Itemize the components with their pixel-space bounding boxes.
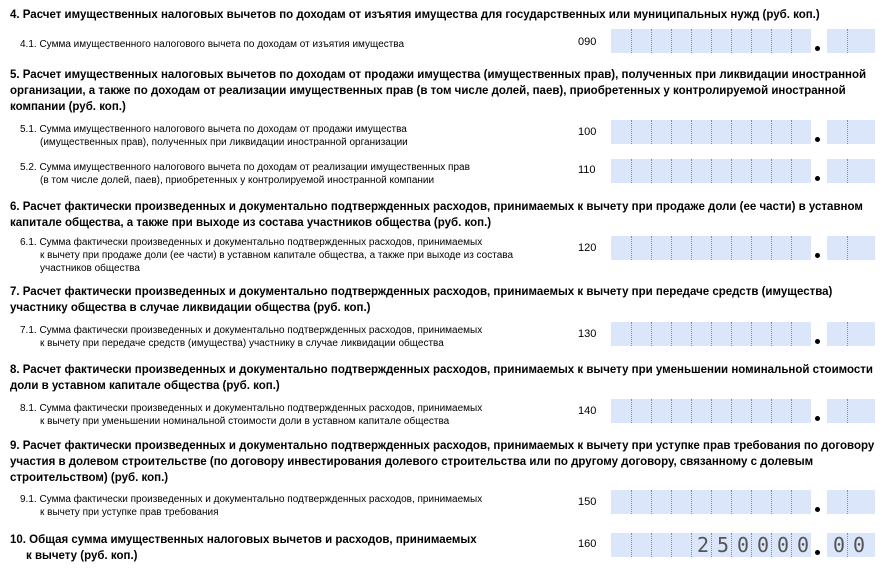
line-150-label-cont: к вычету при уступке прав требования (40, 507, 219, 518)
digit-cell (793, 29, 813, 53)
digit-cell (753, 236, 773, 260)
line-110-label-text: 5.2. Сумма имущественного налогового вычета по доходам от реализации имущественных прав (20, 162, 470, 173)
line-100-label-text: 5.1. Сумма имущественного налогового вычета по доходам от продажи имущества (20, 124, 407, 135)
line-130-kopecks-input[interactable] (827, 322, 875, 346)
line-130-rubles-input[interactable] (611, 322, 811, 346)
digit-cell (773, 322, 793, 346)
line-160-amount-field[interactable] (611, 533, 875, 557)
digit-cell: 2 (696, 533, 710, 557)
line-090-label (20, 38, 560, 51)
digit-cell (733, 236, 753, 260)
line-140-label-cont: к вычету при уменьшении номинальной стоимости доли в уставном капитале общества (40, 416, 450, 427)
line-150-label (20, 493, 560, 519)
digit-cell (653, 322, 673, 346)
line-110-rubles-input[interactable] (611, 159, 811, 183)
digit-cell (673, 29, 693, 53)
total-label-cont: к вычету (руб. коп.) (26, 550, 138, 562)
digit-cell (793, 322, 813, 346)
digit-cell (753, 490, 773, 514)
digit-cell (673, 159, 693, 183)
line-140-rubles-input[interactable] (611, 399, 811, 423)
digit-cell (693, 399, 713, 423)
line-120-label-text: 6.1. Сумма фактически произведенных и документально подтвержденных расходов, принимаемых (20, 237, 483, 248)
digit-cell (753, 322, 773, 346)
digit-cell (733, 159, 753, 183)
digit-cell (613, 159, 633, 183)
decimal-separator-dot (815, 550, 820, 555)
digit-cell (673, 120, 693, 144)
digit-cell (713, 120, 733, 144)
digit-cell (773, 236, 793, 260)
digit-cell (613, 29, 633, 53)
digit-cell (849, 29, 869, 53)
line-090-kopecks-input[interactable] (827, 29, 875, 53)
digit-cell (793, 399, 813, 423)
digit-cell (829, 322, 849, 346)
line-160-code: 160 (578, 538, 597, 550)
digit-cell (849, 399, 869, 423)
digit-cell: 0 (796, 533, 810, 557)
line-140-label-text: 8.1. Сумма фактически произведенных и документально подтвержденных расходов, принимаемых (20, 403, 483, 414)
digit-cell (733, 322, 753, 346)
line-090-code: 090 (578, 36, 597, 48)
digit-cell (733, 490, 753, 514)
digit-cell (613, 322, 633, 346)
decimal-separator-dot (815, 339, 820, 344)
total-label (10, 532, 530, 564)
digit-cell (713, 29, 733, 53)
digit-cell (613, 533, 633, 557)
digit-cell (713, 236, 733, 260)
digit-cell: 0 (776, 533, 790, 557)
digit-cell (773, 159, 793, 183)
digit-cell (773, 120, 793, 144)
digit-cell (849, 120, 869, 144)
digit-cell (829, 399, 849, 423)
line-100-rubles-input[interactable] (611, 120, 811, 144)
digit-cell (633, 159, 653, 183)
section-4-title: 4. Расчет имущественных налоговых вычетов по доходам от изъятия имущества для государственных или муниципальных нужд (руб. коп.) (10, 9, 820, 21)
decimal-separator-dot (815, 416, 820, 421)
digit-cell (633, 322, 653, 346)
digit-cell (673, 399, 693, 423)
section-6-title: 6. Расчет фактически произведенных и документально подтвержденных расходов, принимаемых к вычету при продаже доли (ее части) в уставном капитале общества, а также при выходе из состава участников общества (руб. коп.) (10, 201, 863, 229)
line-140-code: 140 (578, 405, 597, 417)
digit-cell: 0 (756, 533, 770, 557)
digit-cell (829, 29, 849, 53)
digit-cell (613, 490, 633, 514)
decimal-separator-dot (815, 507, 820, 512)
line-120-code: 120 (578, 242, 597, 254)
digit-cell (693, 120, 713, 144)
section-9-title: 9. Расчет фактически произведенных и документально подтвержденных расходов, принимаемых к вычету при уступке прав требования по договору участия в долевом строительстве (по договору инвестирования долевого строительства или по другому договору, связанному с долевым строительством) (руб. коп.) (10, 440, 875, 484)
digit-cell (849, 322, 869, 346)
digit-cell (713, 159, 733, 183)
line-110-code: 110 (578, 164, 596, 176)
digit-cell (713, 490, 733, 514)
digit-cell (829, 159, 849, 183)
line-090-label-text: 4.1. Сумма имущественного налогового вычета по доходам от изъятия имущества (20, 39, 405, 50)
line-120-label (20, 236, 560, 275)
digit-cell (693, 322, 713, 346)
line-120-label-cont: к вычету при продаже доли (ее части) в уставном капитале общества, а также при выходе из состава участников общества (40, 250, 514, 274)
decimal-separator-dot (815, 46, 820, 51)
line-120-kopecks-input[interactable] (827, 236, 875, 260)
digit-cell (633, 29, 653, 53)
digit-cell (653, 399, 673, 423)
digit-cell (693, 490, 713, 514)
line-130-code: 130 (578, 328, 597, 340)
digit-cell (829, 490, 849, 514)
section-5-title: 5. Расчет имущественных налоговых вычетов по доходам от продажи имущества (имущественных прав), полученных при ликвидации иностранной организации, а также по доходам от реализации имущественных прав (в том числе долей, паев), приобретенных у контролируемой иностранной компании (руб. коп.) (10, 69, 867, 113)
digit-cell (793, 159, 813, 183)
line-130-label-text: 7.1. Сумма фактически произведенных и документально подтвержденных расходов, принимаемых (20, 325, 483, 336)
digit-cell (849, 490, 869, 514)
digit-cell (653, 159, 673, 183)
digit-cell (653, 120, 673, 144)
line-110-amount-field[interactable] (611, 159, 875, 183)
digit-cell (693, 236, 713, 260)
digit-cell (753, 120, 773, 144)
section-7-title: 7. Расчет фактически произведенных и документально подтвержденных расходов, принимаемых к вычету при передаче средств (имущества) участнику общества в случае ликвидации общества (руб. коп.) (10, 286, 833, 314)
digit-cell (613, 236, 633, 260)
digit-cell: 0 (832, 533, 846, 557)
line-130-amount-field[interactable] (611, 322, 875, 346)
digit-cell: 0 (736, 533, 750, 557)
digit-cell (793, 120, 813, 144)
line-110-label-cont: (в том числе долей, паев), приобретенных у контролируемой иностранной компании (40, 175, 435, 186)
digit-cell (653, 236, 673, 260)
digit-cell (773, 29, 793, 53)
digit-cell (849, 159, 869, 183)
digit-cell (733, 29, 753, 53)
digit-cell (673, 490, 693, 514)
line-120-amount-field[interactable] (611, 236, 875, 260)
line-150-label-text: 9.1. Сумма фактически произведенных и документально подтвержденных расходов, принимаемых (20, 494, 483, 505)
line-110-label (20, 161, 560, 187)
digit-cell (773, 399, 793, 423)
digit-cell (713, 399, 733, 423)
digit-cell (673, 533, 693, 557)
line-160-rubles-input[interactable] (611, 533, 811, 557)
digit-cell (753, 29, 773, 53)
digit-cell (753, 159, 773, 183)
digit-cell: 5 (716, 533, 730, 557)
digit-cell (653, 533, 673, 557)
line-150-code: 150 (578, 496, 597, 508)
line-150-kopecks-input[interactable] (827, 490, 875, 514)
decimal-separator-dot (815, 137, 820, 142)
line-160-kopecks-input[interactable] (827, 533, 875, 557)
digit-cell (633, 236, 653, 260)
digit-cell (633, 490, 653, 514)
digit-cell (753, 399, 773, 423)
line-100-amount-field[interactable] (611, 120, 875, 144)
line-120-rubles-input[interactable] (611, 236, 811, 260)
line-140-amount-field[interactable] (611, 399, 875, 423)
digit-cell (793, 236, 813, 260)
line-140-label (20, 402, 560, 428)
digit-cell (613, 399, 633, 423)
digit-cell (693, 29, 713, 53)
digit-cell (613, 120, 633, 144)
decimal-separator-dot (815, 176, 820, 181)
digit-cell (633, 399, 653, 423)
line-150-amount-field[interactable] (611, 490, 875, 514)
line-130-label (20, 324, 560, 350)
digit-cell (849, 236, 869, 260)
total-label-text: 10. Общая сумма имущественных налоговых вычетов и расходов, принимаемых (10, 534, 477, 546)
digit-cell (733, 399, 753, 423)
digit-cell (653, 490, 673, 514)
digit-cell (829, 236, 849, 260)
digit-cell (713, 322, 733, 346)
digit-cell (693, 159, 713, 183)
line-090-rubles-input[interactable] (611, 29, 811, 53)
digit-cell (733, 120, 753, 144)
line-100-label (20, 123, 560, 149)
digit-cell (653, 29, 673, 53)
digit-cell (633, 120, 653, 144)
line-090-amount-field[interactable] (611, 29, 875, 53)
line-130-label-cont: к вычету при передаче средств (имущества) участнику в случае ликвидации общества (40, 338, 444, 349)
digit-cell: 0 (852, 533, 866, 557)
digit-cell (633, 533, 653, 557)
line-110-kopecks-input[interactable] (827, 159, 875, 183)
digit-cell (673, 236, 693, 260)
line-150-rubles-input[interactable] (611, 490, 811, 514)
digit-cell (829, 120, 849, 144)
decimal-separator-dot (815, 253, 820, 258)
line-140-kopecks-input[interactable] (827, 399, 875, 423)
digit-cell (673, 322, 693, 346)
line-100-code: 100 (578, 126, 597, 138)
line-100-kopecks-input[interactable] (827, 120, 875, 144)
line-100-label-cont: (имущественных прав), полученных при ликвидации иностранной организации (40, 137, 408, 148)
digit-cell (773, 490, 793, 514)
digit-cell (793, 490, 813, 514)
section-8-title: 8. Расчет фактически произведенных и документально подтвержденных расходов, принимаемых к вычету при уменьшении номинальной стоимости доли в уставном капитале общества (руб. коп.) (10, 364, 873, 392)
